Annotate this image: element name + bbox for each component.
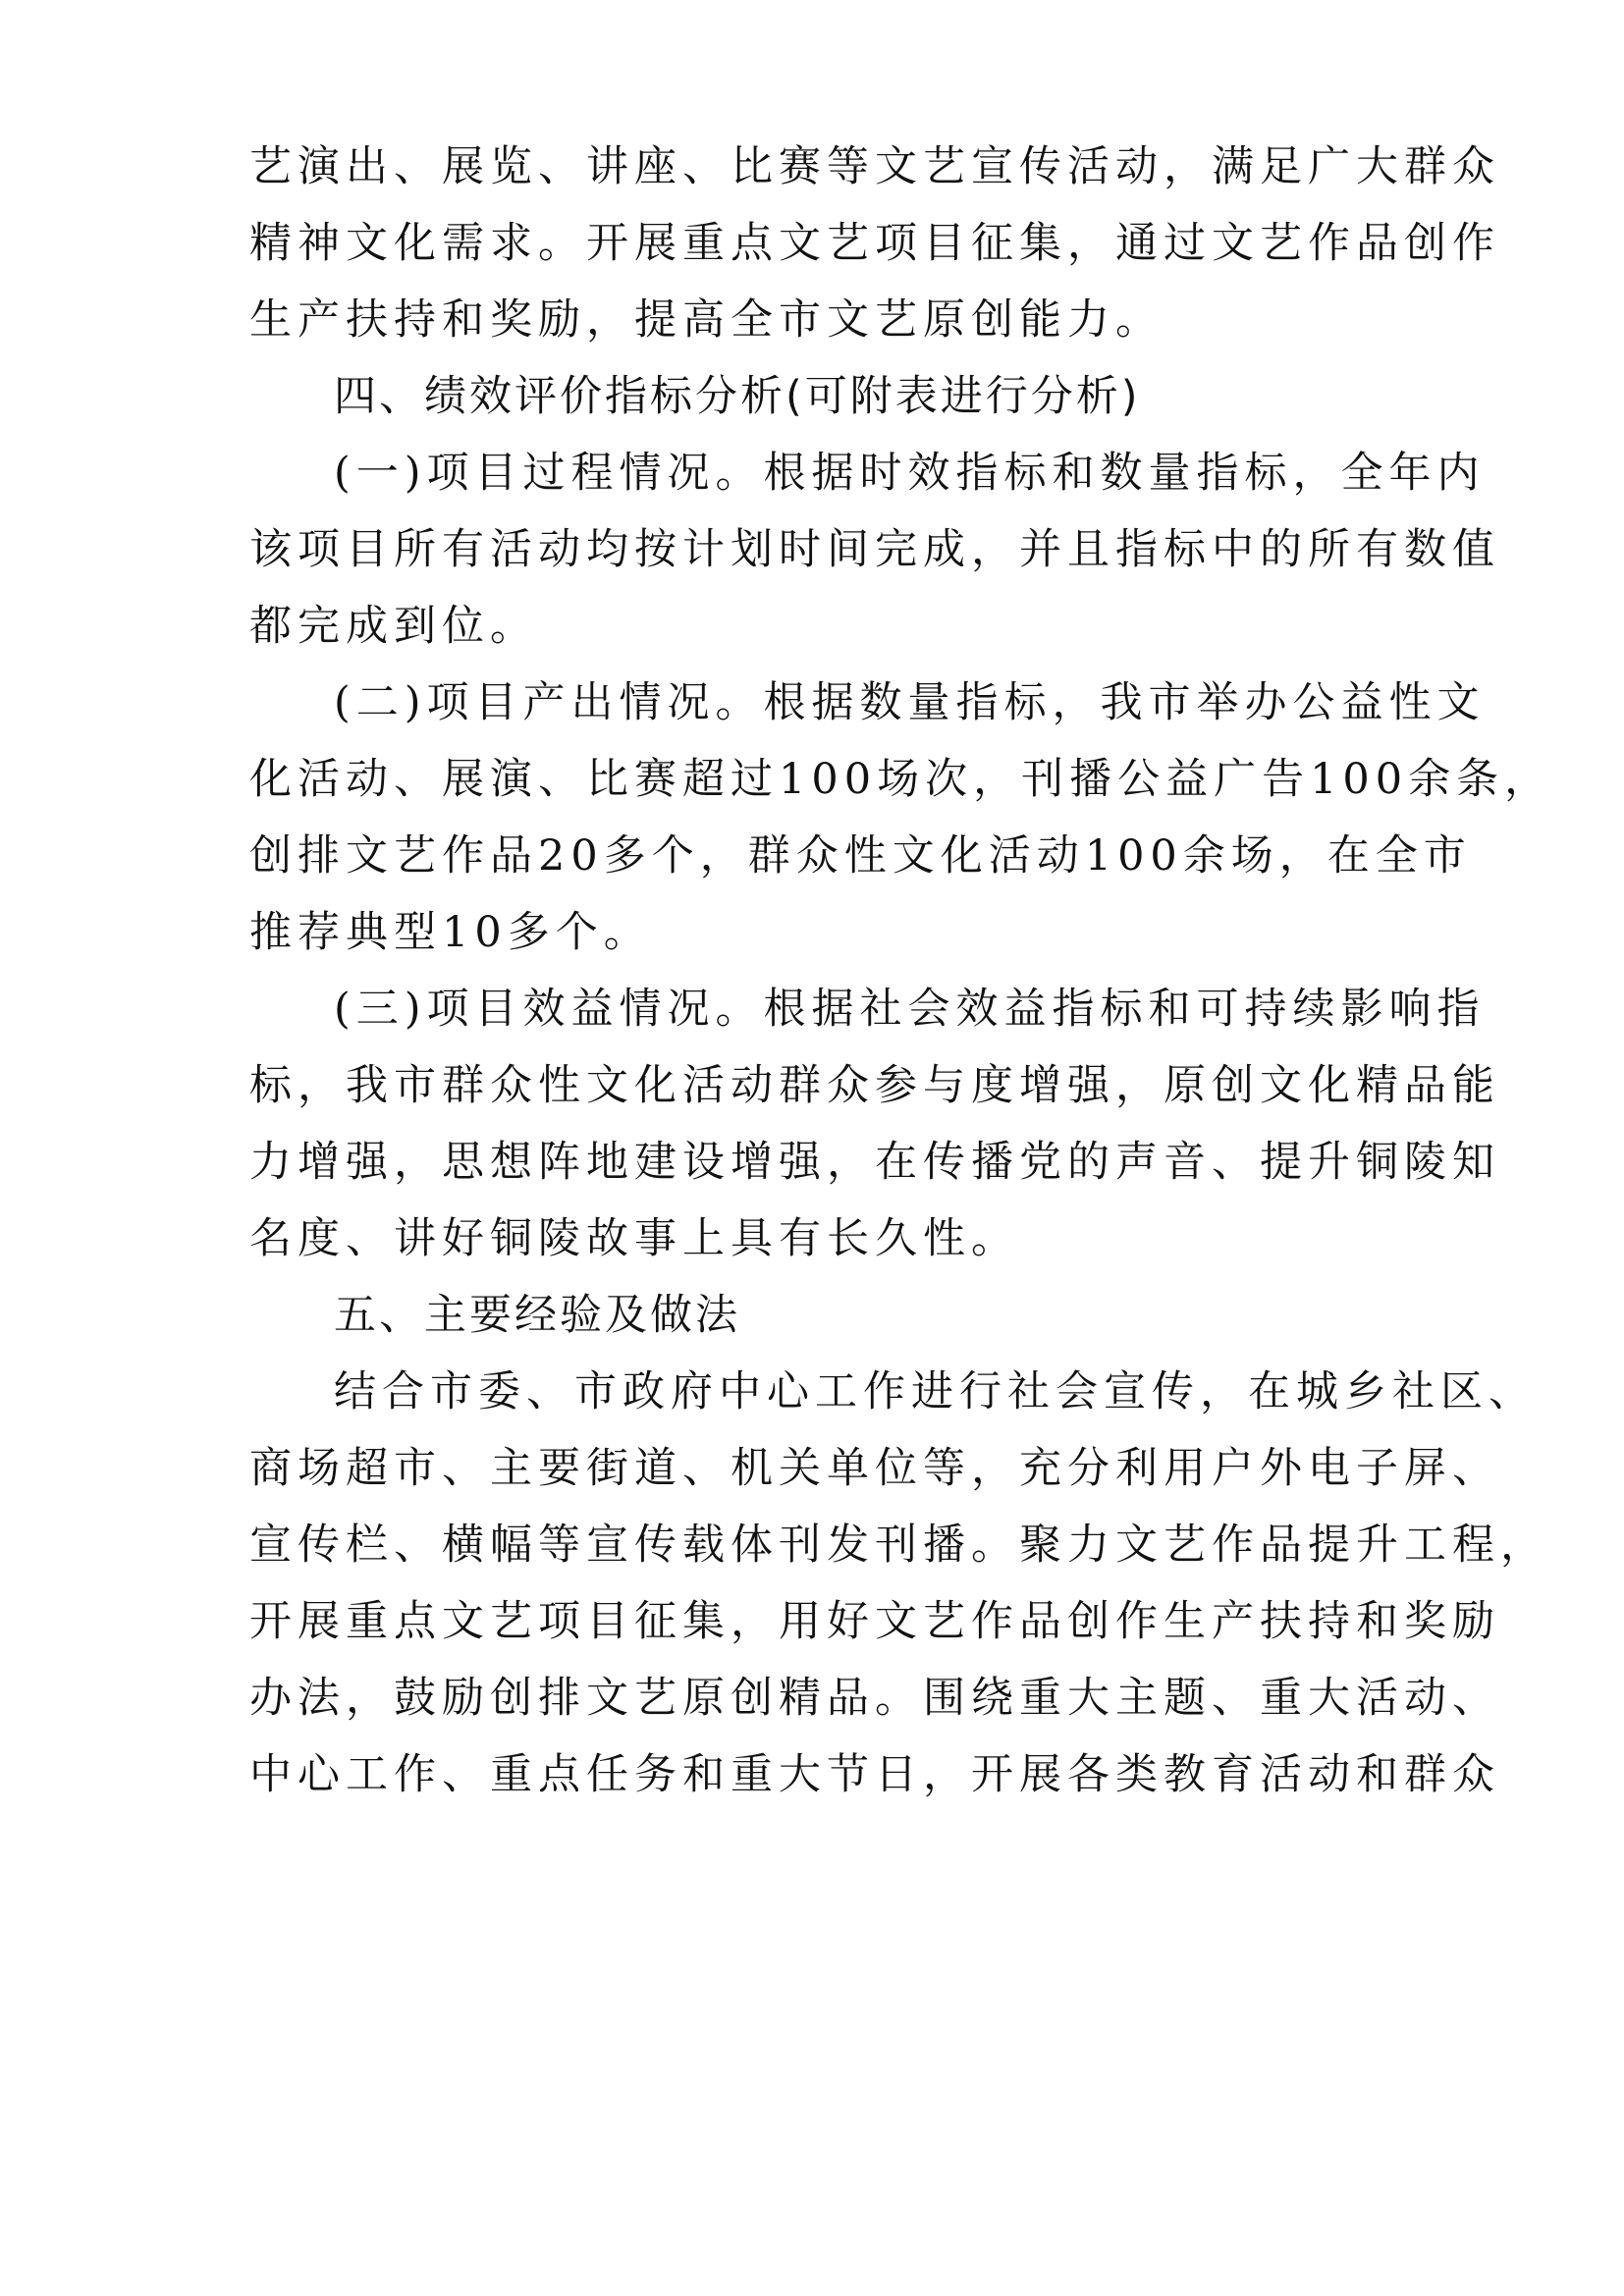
- body-line: 力增强，思想阵地建设增强，在传播党的声音、提升铜陵知: [249, 1138, 1500, 1187]
- body-line: 名度、讲好铜陵故事上具有长久性。: [249, 1214, 1019, 1263]
- body-line: 化活动、展演、比赛超过100场次，刊播公益广告100余条，: [249, 755, 1553, 804]
- body-line: 推荐典型10多个。: [249, 908, 652, 957]
- body-line: 艺演出、展览、讲座、比赛等文艺宣传活动，满足广大群众: [249, 142, 1500, 191]
- paragraph-start-line: (一)项目过程情况。根据时效指标和数量指标，全年内: [334, 449, 1486, 498]
- paragraph-start-line: (三)项目效益情况。根据社会效益指标和可持续影响指: [334, 985, 1486, 1034]
- section-heading: 五、主要经验及做法: [334, 1291, 740, 1340]
- section-heading: 四、绩效评价指标分析(可附表进行分析): [334, 372, 1141, 421]
- body-line: 开展重点文艺项目征集，用好文艺作品创作生产扶持和奖励: [249, 1597, 1500, 1646]
- body-line: 精神文化需求。开展重点文艺项目征集，通过文艺作品创作: [249, 219, 1500, 268]
- body-line: 标，我市群众性文化活动群众参与度增强，原创文化精品能: [249, 1061, 1500, 1110]
- body-line: 生产扶持和奖励，提高全市文艺原创能力。: [249, 295, 1164, 345]
- body-line: 该项目所有活动均按计划时间完成，并且指标中的所有数值: [249, 525, 1500, 574]
- body-line: 商场超市、主要街道、机关单位等，充分利用户外电子屏、: [249, 1444, 1500, 1493]
- body-line: 宣传栏、横幅等宣传载体刊发刊播。聚力文艺作品提升工程，: [249, 1521, 1548, 1570]
- body-line: 中心工作、重点任务和重大节日，开展各类教育活动和群众: [249, 1750, 1500, 1799]
- body-line: 都完成到位。: [249, 602, 538, 651]
- paragraph-start-line: 结合市委、市政府中心工作进行社会宣传，在城乡社区、: [334, 1367, 1537, 1416]
- body-line: 创排文艺作品20多个，群众性文化活动100余场，在全市: [249, 831, 1472, 881]
- body-line: 办法，鼓励创排文艺原创精品。围绕重大主题、重大活动、: [249, 1674, 1500, 1723]
- paragraph-start-line: (二)项目产出情况。根据数量指标，我市举办公益性文: [334, 678, 1486, 727]
